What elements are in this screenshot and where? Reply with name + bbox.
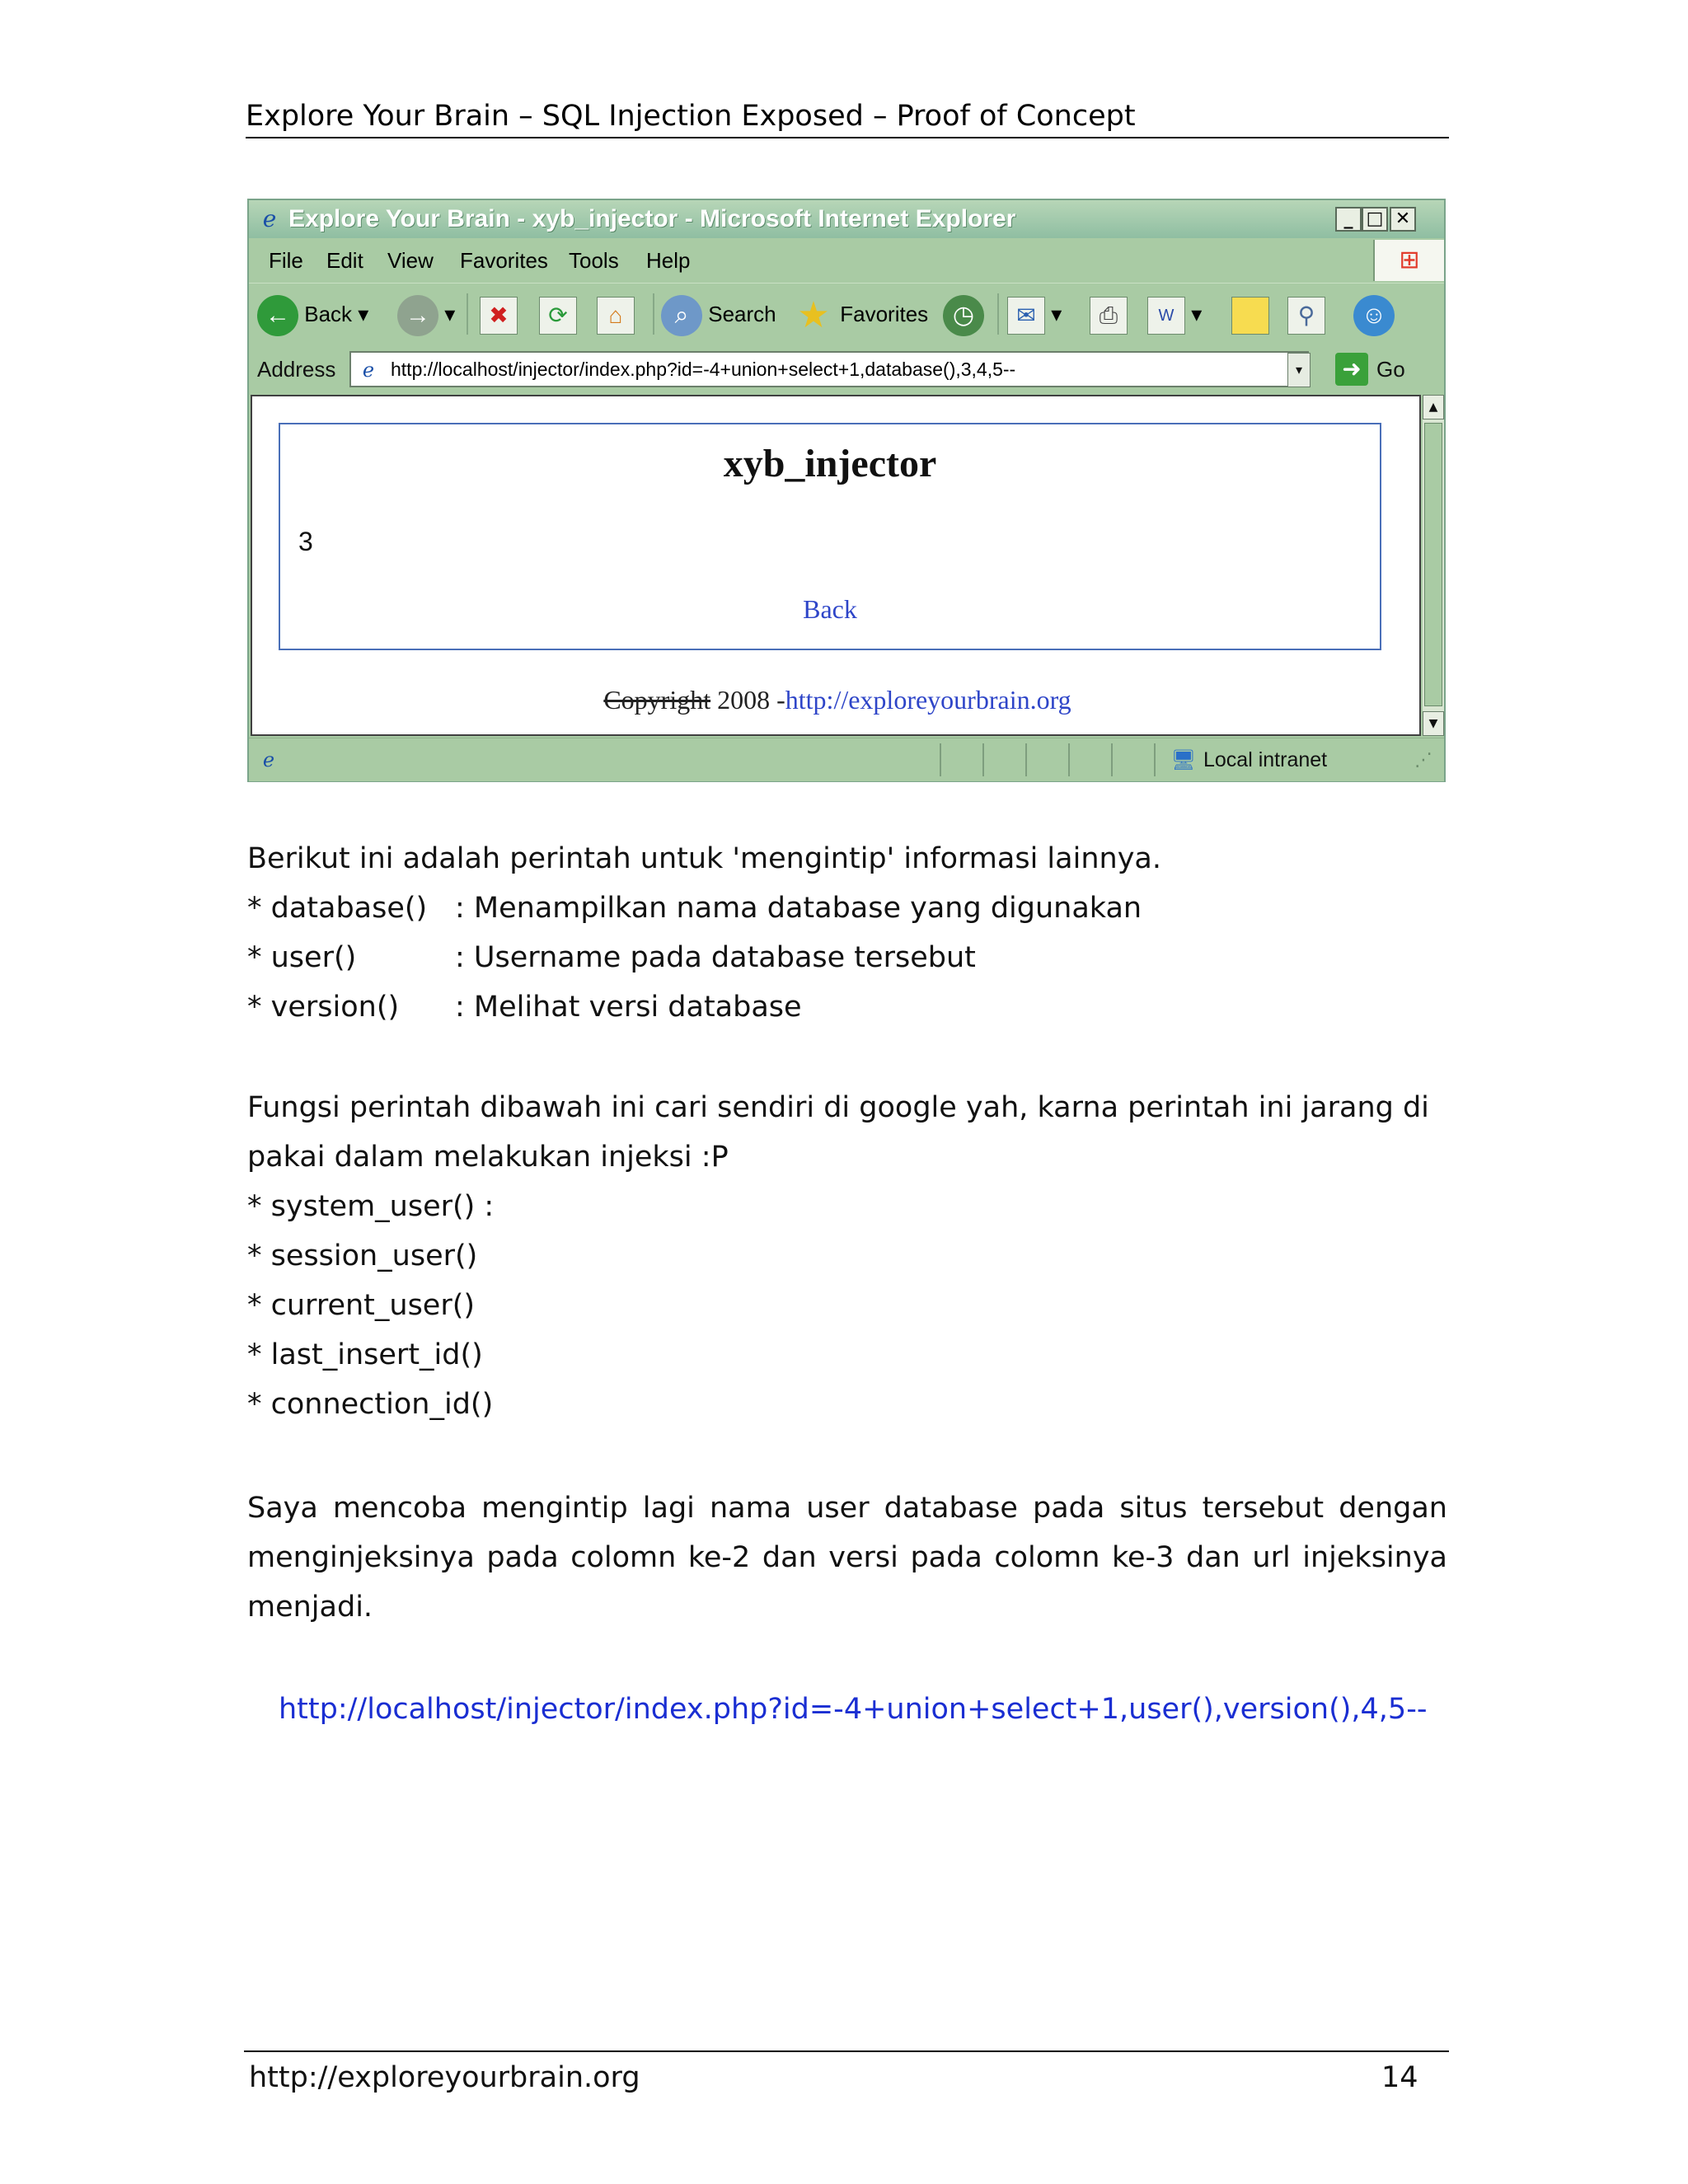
page-icon: ℯ — [362, 359, 375, 382]
page-viewport — [251, 395, 1421, 736]
result-value: 3 — [298, 527, 313, 556]
address-dropdown-icon[interactable]: ▾ — [1287, 353, 1311, 387]
forward-button[interactable]: → ▾ — [397, 284, 455, 344]
command-desc: : Menampilkan nama database yang digunakan — [455, 892, 1142, 925]
menu-file[interactable]: File — [269, 248, 303, 273]
menu-bar — [249, 238, 1444, 283]
research-icon: ⚲ — [1287, 297, 1325, 335]
list-item: * system_user() : — [247, 1190, 495, 1223]
injection-url[interactable]: http://localhost/injector/index.php?id=-4+union+select+1,user(),version(),4,5-- — [279, 1693, 1428, 1726]
intro-paragraph: Berikut ini adalah perintah untuk 'mengintip' informasi lainnya. — [247, 842, 1161, 875]
zone-label: Local intranet — [1203, 748, 1328, 771]
print-icon: ⎙ — [1090, 297, 1128, 335]
page-heading: xyb_injector — [723, 442, 937, 485]
page-number: 14 — [1381, 2061, 1418, 2094]
print-button[interactable] — [1090, 284, 1128, 344]
status-cell — [940, 743, 982, 776]
back-link[interactable]: Back — [803, 594, 857, 624]
go-button[interactable]: Go — [1376, 357, 1405, 382]
command-desc: : Melihat versi database — [455, 991, 802, 1024]
list-item: * connection_id() — [247, 1388, 494, 1421]
page-header: Explore Your Brain – SQL Injection Exposed – Proof of Concept — [246, 96, 1449, 138]
copyright-year: 2008 - — [710, 685, 785, 715]
list-item: * last_insert_id() — [247, 1338, 483, 1371]
status-cell — [1111, 743, 1154, 776]
command-name: * user() — [247, 941, 357, 974]
status-cell — [1068, 743, 1111, 776]
command-name: * version() — [247, 991, 400, 1024]
menu-help[interactable]: Help — [646, 248, 691, 273]
copyright-line — [252, 685, 1423, 715]
title-bar — [249, 200, 1444, 238]
toolbar-separator — [467, 293, 468, 335]
menu-favorites[interactable]: Favorites — [460, 248, 548, 273]
mail-icon: ✉ — [1007, 297, 1045, 335]
search-icon: ⌕ — [661, 295, 702, 336]
word-icon: W — [1147, 297, 1185, 335]
note-icon — [1231, 297, 1269, 335]
status-cell — [1025, 743, 1068, 776]
history-icon: ◷ — [943, 295, 984, 336]
home-button[interactable] — [597, 284, 635, 344]
window-title: Explore Your Brain - xyb_injector - Microsoft Internet Explorer — [288, 205, 1016, 232]
content-box — [279, 423, 1381, 650]
mail-button[interactable]: ✉ ▾ — [1007, 284, 1062, 344]
paragraph-2: Fungsi perintah dibawah ini cari sendiri di google yah, karna perintah ini jarang di pakai dalam melakukan injeksi :P — [247, 1091, 1429, 1174]
menu-tools[interactable]: Tools — [569, 248, 619, 273]
refresh-icon: ⟳ — [539, 297, 577, 335]
intranet-icon: 🖥 — [1170, 748, 1197, 771]
toolbar — [249, 283, 1444, 345]
toolbar-separator — [997, 293, 999, 335]
search-button[interactable]: ⌕ Search — [661, 284, 776, 344]
scroll-down-icon[interactable]: ▼ — [1423, 711, 1444, 736]
menu-edit[interactable]: Edit — [326, 248, 363, 273]
scroll-thumb[interactable] — [1424, 423, 1442, 706]
windows-logo-icon: ⊞ — [1373, 240, 1444, 281]
copyright-word: Copyright — [603, 685, 711, 715]
star-icon: ★ — [797, 295, 830, 336]
resize-grip-icon[interactable]: ⋰ — [1414, 750, 1432, 771]
research-button[interactable] — [1287, 284, 1325, 344]
address-text: http://localhost/injector/index.php?id=-4+union+select+1,database(),3,4,5-- — [391, 359, 1016, 380]
toolbar-separator — [653, 293, 654, 335]
favorites-button[interactable]: ★ Favorites — [793, 284, 928, 344]
maximize-button[interactable]: □ — [1362, 207, 1388, 232]
close-button[interactable]: ✕ — [1390, 207, 1416, 232]
history-button[interactable] — [943, 284, 984, 344]
command-desc: : Username pada database tersebut — [455, 941, 976, 974]
ie-icon: ℯ — [262, 205, 277, 232]
status-bar — [249, 738, 1444, 781]
address-input[interactable] — [349, 351, 1309, 387]
edit-button[interactable]: W ▾ — [1147, 284, 1202, 344]
footer-url: http://exploreyourbrain.org — [249, 2061, 640, 2094]
home-icon: ⌂ — [597, 297, 635, 335]
refresh-button[interactable] — [539, 284, 577, 344]
list-item: * current_user() — [247, 1289, 476, 1322]
messenger-button[interactable] — [1353, 284, 1395, 344]
messenger-icon: ☺ — [1353, 295, 1395, 336]
list-item: * session_user() — [247, 1240, 478, 1272]
page-status-icon: ℯ — [262, 748, 275, 771]
back-button[interactable]: ← Back ▾ — [257, 284, 368, 344]
back-arrow-icon: ← — [257, 295, 298, 336]
minimize-button[interactable]: _ — [1335, 207, 1362, 232]
stop-icon: ✖ — [480, 297, 518, 335]
status-cell — [982, 743, 1025, 776]
menu-view[interactable]: View — [387, 248, 434, 273]
scroll-up-icon[interactable]: ▲ — [1423, 395, 1444, 419]
go-arrow-icon[interactable]: ➜ — [1335, 353, 1368, 386]
discuss-button[interactable] — [1231, 284, 1269, 344]
forward-arrow-icon: → — [397, 295, 438, 336]
address-bar — [249, 344, 1444, 394]
copyright-link[interactable]: http://exploreyourbrain.org — [785, 685, 1071, 715]
address-label: Address — [257, 357, 336, 382]
stop-button[interactable] — [480, 284, 518, 344]
vertical-scrollbar[interactable] — [1423, 395, 1444, 736]
browser-window — [247, 199, 1446, 782]
paragraph-3: Saya mencoba mengintip lagi nama user database pada situs tersebut dengan menginjeksinya pada colomn ke-2 dan versi pada colomn ke-3 dan url injeksinya menjadi. — [247, 1492, 1447, 1624]
command-name: * database() — [247, 892, 428, 925]
